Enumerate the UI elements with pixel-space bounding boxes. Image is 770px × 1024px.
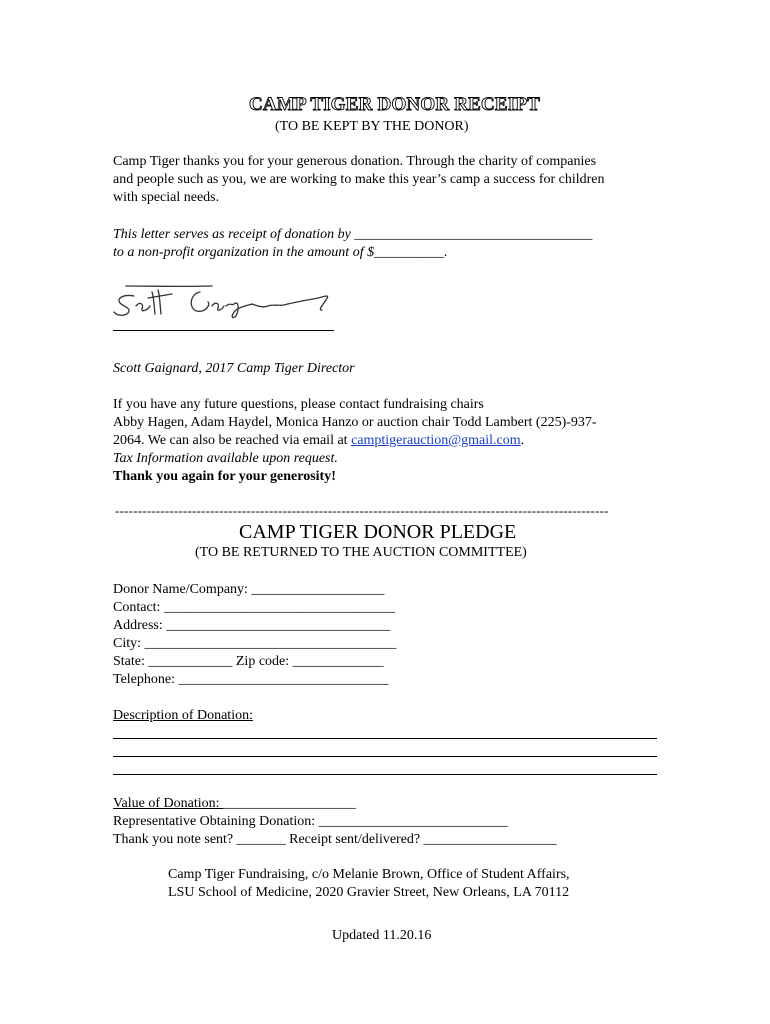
city-field[interactable]: City: ____________________________________ [113, 636, 397, 651]
pledge-title: CAMP TIGER DONOR PLEDGE [239, 521, 517, 543]
description-line-2[interactable] [113, 756, 657, 757]
footer-address-line-1: Camp Tiger Fundraising, c/o Melanie Brown, Office of Student Affairs, [168, 867, 570, 882]
donor-name-field[interactable]: Donor Name/Company: ___________________ [113, 582, 385, 597]
contact-line-1: If you have any future questions, please contact fundraising chairs [113, 397, 484, 412]
thank-you-note-field[interactable]: Thank you note sent? _______ Receipt sent/delivered? ___________________ [113, 832, 557, 847]
representative-field[interactable]: Representative Obtaining Donation: ___________________________ [113, 814, 508, 829]
signature-line [113, 330, 334, 331]
contact-line-2: Abby Hagen, Adam Haydel, Monica Hanzo or auction chair Todd Lambert (225)-937- [113, 415, 597, 430]
contact-line-3 [113, 432, 524, 450]
director-signature-image [112, 284, 340, 324]
description-label: Description of Donation: [113, 708, 253, 723]
intro-line-1: Camp Tiger thanks you for your generous donation. Through the charity of companies [113, 154, 597, 169]
updated-date: Updated 11.20.16 [332, 928, 432, 943]
receipt-statement-line-2: to a non-profit organization in the amount of $__________. [113, 245, 448, 260]
footer-address-line-2: LSU School of Medicine, 2020 Gravier Street, New Orleans, LA 70112 [168, 885, 570, 900]
thank-you-text: Thank you again for your generosity! [113, 469, 336, 484]
description-line-3[interactable] [113, 774, 657, 775]
receipt-statement-line-1: This letter serves as receipt of donation by __________________________________ [113, 227, 593, 242]
value-blank[interactable]: ___________________ [223, 796, 357, 811]
email-link[interactable]: camptigerauction@gmail.com [351, 433, 521, 448]
separator-dashes: ------------------------------------------------------------------------------------------------------------- [115, 503, 609, 518]
address-field[interactable]: Address: ________________________________ [113, 618, 391, 633]
receipt-subtitle: (TO BE KEPT BY THE DONOR) [275, 119, 469, 134]
pledge-subtitle: (TO BE RETURNED TO THE AUCTION COMMITTEE) [195, 545, 527, 560]
tax-info: Tax Information available upon request. [113, 451, 338, 466]
intro-line-2: and people such as you, we are working to make this year’s camp a success for children [113, 172, 605, 187]
value-label: Value of Donation: [113, 796, 224, 811]
contact-line-3-suffix: . [520, 433, 525, 448]
contact-field[interactable]: Contact: _________________________________ [113, 600, 395, 615]
intro-line-3: with special needs. [113, 190, 220, 205]
telephone-field[interactable]: Telephone: ______________________________ [113, 672, 389, 687]
value-of-donation-field[interactable] [113, 795, 356, 813]
description-line-1[interactable] [113, 738, 657, 739]
signer-name: Scott Gaignard, 2017 Camp Tiger Director [113, 361, 355, 376]
receipt-title: CAMP TIGER DONOR RECEIPT [249, 94, 541, 115]
contact-line-3-prefix: 2064. We can also be reached via email at [113, 433, 352, 448]
state-zip-field[interactable]: State: ____________ Zip code: _____________ [113, 654, 384, 669]
